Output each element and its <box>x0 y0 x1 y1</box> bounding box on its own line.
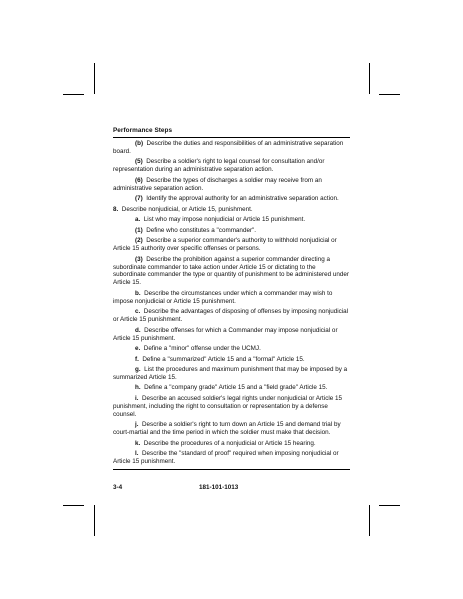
step-label: l. <box>135 450 139 458</box>
step-item <box>113 195 350 203</box>
step-item <box>113 177 350 193</box>
step-label: (5) <box>135 158 143 166</box>
document-number: 181-101-1013 <box>199 484 239 491</box>
step-item <box>113 356 350 364</box>
step-item <box>113 206 350 214</box>
step-text: Describe the advantages of disposing of offenses by imposing nonjudicial or Article 15 punishment. <box>113 308 349 324</box>
crop-mark-top-right-h <box>379 94 400 95</box>
step-item <box>113 290 350 306</box>
step-text: Describe the circumstances under which a commander may wish to impose nonjudicial or Article 15 punishment. <box>113 289 333 305</box>
step-text: Describe offenses for which a Commander may impose nonjudicial or Article 15 punishment. <box>113 326 338 342</box>
step-text: Describe the procedures of a nonjudicial or Article 15 hearing. <box>143 439 316 447</box>
crop-mark-bottom-right-h <box>379 505 400 506</box>
step-item <box>113 345 350 353</box>
section-header: Performance Steps <box>113 127 173 134</box>
step-item <box>113 140 350 156</box>
header-rule <box>113 137 350 138</box>
step-label: (2) <box>135 237 143 245</box>
step-label: (6) <box>135 176 143 184</box>
step-text: Identify the approval authority for an administrative separation action. <box>146 195 339 203</box>
step-item <box>113 366 350 382</box>
step-text: Define a "company grade" Article 15 and a "field grade" Article 15. <box>144 384 328 392</box>
step-label: i. <box>135 394 139 402</box>
crop-mark-top-left <box>94 63 95 94</box>
step-label: 8. <box>113 205 119 213</box>
step-label: f. <box>135 355 139 363</box>
step-text: Describe the duties and responsibilities of an administrative separation board. <box>113 140 344 155</box>
step-item <box>113 384 350 392</box>
step-text: Describe the types of discharges a soldier may receive from an administrative separation action. <box>113 176 322 192</box>
step-item <box>113 450 350 466</box>
step-label: a. <box>135 216 141 224</box>
footer-rule <box>113 469 350 470</box>
step-text: Describe a superior commander's authority to withhold nonjudicial or Article 15 authority over specific offenses or persons. <box>113 237 337 253</box>
step-text: Describe a soldier's right to legal counsel for consultation and/or representation during an administrative separation action. <box>113 158 325 174</box>
step-text: Describe an accused soldier's legal rights under nonjudicial or Article 15 punishment, including the right to consultation or representation by a defense counsel. <box>113 394 343 418</box>
step-item <box>113 237 350 253</box>
step-text: Describe the prohibition against a superior commander directing a subordinate commander to take action under Article 15 or dictating to the subordinate commander the type or quantity of punishment to be administered under Article 15. <box>113 255 349 287</box>
crop-mark-bottom-right <box>369 505 370 536</box>
step-item <box>113 421 350 437</box>
step-item <box>113 395 350 419</box>
step-label: (1) <box>135 226 143 234</box>
step-text: Define a "minor" offense under the UCMJ. <box>143 345 261 353</box>
step-item <box>113 308 350 324</box>
step-text: Define who constitutes a "commander". <box>146 226 257 234</box>
step-label: h. <box>135 384 141 392</box>
page-number: 3-4 <box>113 484 123 491</box>
step-label: (7) <box>135 195 143 203</box>
step-label: g. <box>135 366 141 374</box>
step-text: Describe a soldier's right to turn down an Article 15 and demand trial by court-martial and the time period in which the soldier must make that decision. <box>113 421 341 437</box>
step-item <box>113 440 350 448</box>
crop-mark-bottom-left-h <box>63 505 84 506</box>
step-text: Describe nonjudicial, or Article 15, punishment. <box>121 205 253 213</box>
step-item <box>113 256 350 288</box>
step-text: List the procedures and maximum punishment that may be imposed by a summarized Article 15. <box>113 366 348 381</box>
step-text: Define a "summarized" Article 15 and a "formal" Article 15. <box>142 355 305 363</box>
step-item <box>113 216 350 224</box>
step-label: b. <box>135 289 141 297</box>
crop-mark-top-left-h <box>63 94 84 95</box>
step-item <box>113 327 350 343</box>
crop-mark-top-right <box>369 63 370 94</box>
step-item <box>113 227 350 235</box>
step-label: c. <box>135 308 141 316</box>
step-label: e. <box>135 345 141 353</box>
step-label: k. <box>135 439 141 447</box>
step-label: d. <box>135 326 141 334</box>
step-label: (3) <box>135 255 143 263</box>
performance-steps-body <box>113 140 350 469</box>
step-item <box>113 158 350 174</box>
step-text: Describe the "standard of proof" required when imposing nonjudicial or Article 15 punishment. <box>113 450 339 466</box>
step-label: j. <box>135 421 139 429</box>
step-text: List who may impose nonjudicial or Article 15 punishment. <box>143 216 306 224</box>
step-label: (b) <box>135 140 144 147</box>
crop-mark-bottom-left <box>94 505 95 536</box>
